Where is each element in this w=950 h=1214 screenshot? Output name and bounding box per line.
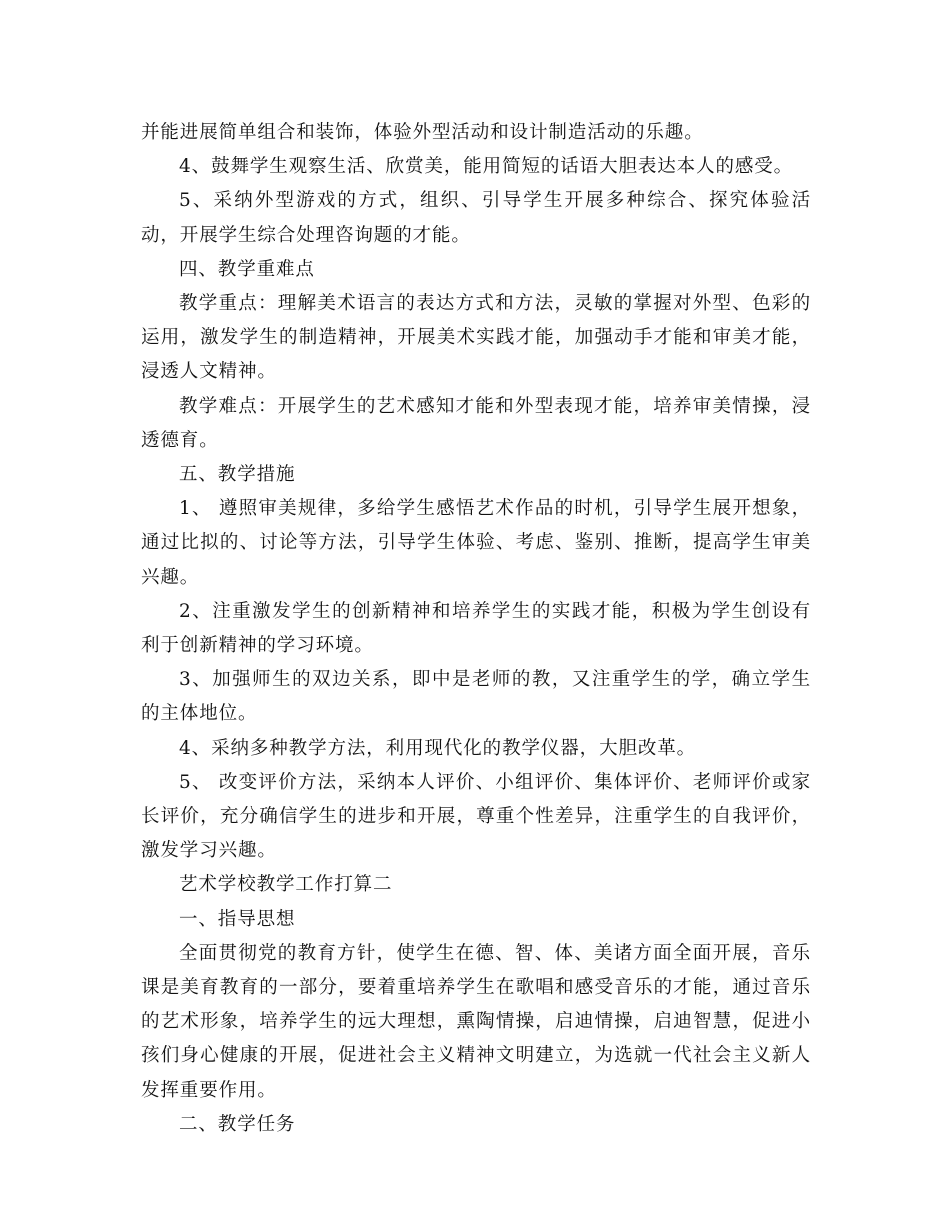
document-body [141, 116, 811, 1142]
section-heading-measures: 五、教学措施 [179, 464, 296, 486]
paragraph-goal-5: 5、采纳外型游戏的方式，组织、引导学生开展多种综合、探究体验活动，开展学生综合处理咨询题的才能。 [141, 190, 811, 246]
paragraph-measure-1: 1、 遵照审美规律，多给学生感悟艺术作品的时机，引导学生展开想象，通过比拟的、讨论等方法，引导学生体验、考虑、鉴别、推断，提高学生审美兴趣。 [141, 498, 811, 588]
paragraph-measure-4: 4、采纳多种教学方法，利用现代化的教学仪器，大胆改革。 [179, 737, 697, 759]
section-heading-guiding-ideology: 一、指导思想 [179, 908, 296, 930]
section-heading-key-points: 四、教学重难点 [179, 258, 315, 280]
paragraph-teaching-difficulty: 教学难点：开展学生的艺术感知才能和外型表现才能，培养审美情操，浸透德育。 [141, 395, 811, 451]
paragraph-measure-5: 5、 改变评价方法，采纳本人评价、小组评价、集体评价、老师评价或家长评价，充分确信学生的进步和开展，尊重个性差异，注重学生的自我评价，激发学习兴趣。 [141, 771, 811, 862]
paragraph-teaching-focus: 教学重点：理解美术语言的表达方式和方法，灵敏的掌握对外型、色彩的运用，激发学生的制造精神，开展美术实践才能，加强动手才能和审美才能，浸透人文精神。 [141, 293, 811, 383]
paragraph-goal-4: 4、鼓舞学生观察生活、欣赏美，能用简短的话语大胆表达本人的感受。 [179, 156, 794, 178]
section-heading-teaching-tasks: 二、教学任务 [179, 1113, 296, 1135]
paragraph-continuation: 并能进展简单组合和装饰，体验外型活动和设计制造活动的乐趣。 [141, 122, 704, 143]
paragraph-guiding-ideology: 全面贯彻党的教育方针，使学生在德、智、体、美诸方面全面开展，音乐课是美育教育的一部分，要着重培养学生在歌唱和感受音乐的才能，通过音乐的艺术形象，培养学生的远大理想，熏陶情操，启迪情操，启迪智慧，促进小孩们身心健康的开展，促进社会主义精神文明建立，为选就一代社会主义新人发挥重要作用。 [141, 942, 811, 1101]
paragraph-measure-2: 2、注重激发学生的创新精神和培养学生的实践才能，积极为学生创设有利于创新精神的学习环境。 [141, 600, 811, 657]
plan-two-title: 艺术学校教学工作打算二 [179, 874, 393, 896]
paragraph-measure-3: 3、加强师生的双边关系，即中是老师的教，又注重学生的学，确立学生的主体地位。 [141, 669, 811, 725]
